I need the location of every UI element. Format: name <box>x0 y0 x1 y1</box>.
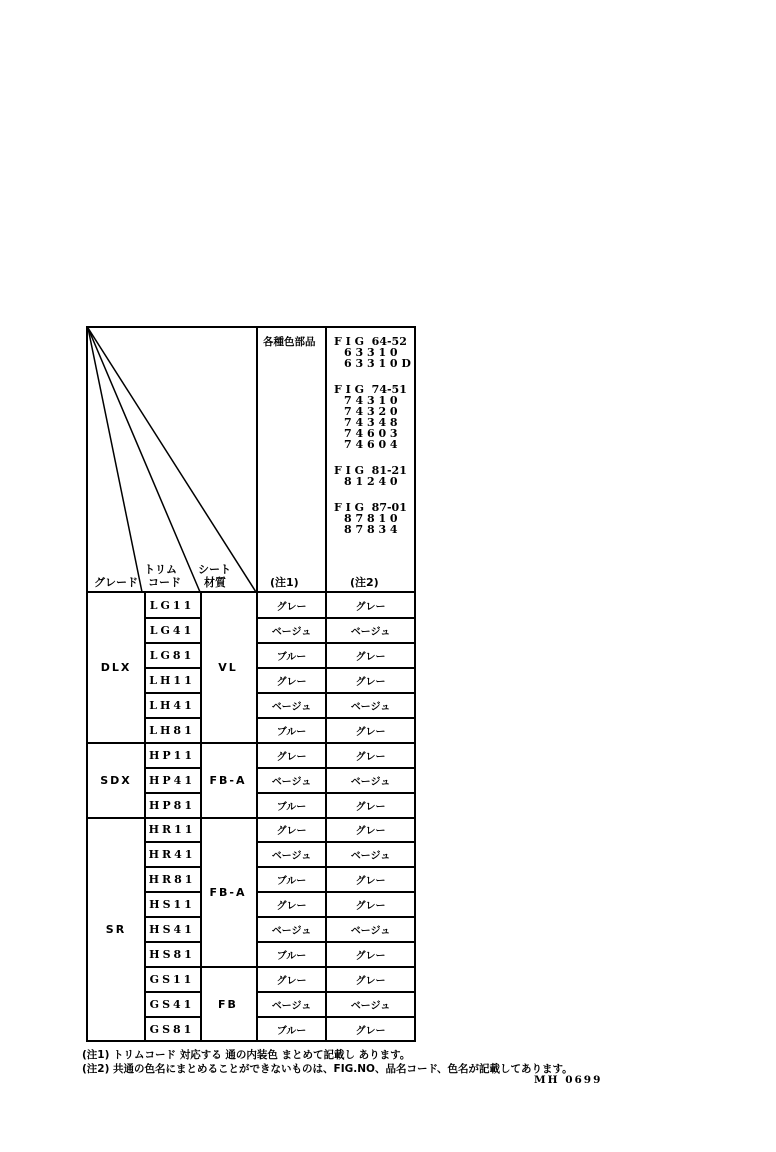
row-divider <box>144 667 200 669</box>
row-divider <box>256 1016 414 1018</box>
part-code: 7 4 6 0 3 <box>344 427 398 440</box>
color-note1-cell: グレー <box>276 751 307 763</box>
color-note2-cell: グレー <box>355 976 386 988</box>
seat-material-cell: FB-A <box>209 773 247 787</box>
seat-material-cell: FB <box>218 998 238 1012</box>
color-note1-cell: グレー <box>276 976 307 988</box>
color-note2-cell: ベージュ <box>350 626 391 638</box>
row-divider <box>144 941 200 943</box>
table-body <box>88 593 414 1042</box>
trim-code-cell: HR41 <box>148 848 196 862</box>
row-divider <box>144 916 200 918</box>
color-note1-cell: グレー <box>276 901 307 913</box>
part-code: 8 1 2 4 0 <box>344 475 398 488</box>
footnote-1: (注1) トリムコード 対応する 通の内装色 まとめて記載し あります。 <box>82 1049 411 1061</box>
row-divider <box>144 1016 200 1018</box>
header-trim-2: コード <box>148 576 181 589</box>
color-note1-cell: ブルー <box>276 651 307 663</box>
seat-divider <box>200 817 256 819</box>
row-divider <box>144 817 200 819</box>
part-code: 8 7 8 3 4 <box>344 523 398 536</box>
divider <box>200 593 202 1042</box>
color-note2-cell: グレー <box>355 826 386 838</box>
color-note2-cell: グレー <box>355 876 386 888</box>
color-note2-cell: グレー <box>355 801 386 813</box>
header-seat-1: シート <box>198 563 231 576</box>
color-note1-cell: ブルー <box>276 951 307 963</box>
color-note2-cell: グレー <box>355 1026 386 1038</box>
header-note1: (注1) <box>270 576 299 589</box>
trim-code-cell: HP11 <box>149 748 195 762</box>
row-divider <box>144 642 200 644</box>
seat-divider <box>200 742 256 744</box>
trim-color-table <box>86 326 416 1042</box>
trim-code-cell: GS41 <box>149 998 195 1012</box>
fig-number: F I G 87-01 <box>334 501 407 514</box>
trim-code-cell: LH81 <box>149 723 195 737</box>
color-note1-cell: ベージュ <box>271 851 312 863</box>
color-note2-cell: ベージュ <box>350 851 391 863</box>
color-note1-cell: グレー <box>276 676 307 688</box>
row-divider <box>256 916 414 918</box>
header-col4-title: 各種色部品 <box>263 336 316 348</box>
grade-cell: SR <box>105 923 127 937</box>
color-note2-cell: グレー <box>355 901 386 913</box>
trim-code-cell: GS11 <box>149 973 195 987</box>
row-divider <box>144 617 200 619</box>
fig-number: F I G 81-21 <box>334 464 407 477</box>
document-code: MH 0699 <box>534 1074 603 1086</box>
color-note2-cell: ベージュ <box>350 776 391 788</box>
color-note1-cell: グレー <box>276 601 307 613</box>
row-divider <box>144 866 200 868</box>
fig-number: F I G 74-51 <box>334 383 407 396</box>
color-note2-cell: グレー <box>355 751 386 763</box>
trim-code-cell: LG81 <box>149 648 195 662</box>
row-divider <box>144 767 200 769</box>
row-divider <box>256 966 414 968</box>
row-divider <box>256 792 414 794</box>
row-divider <box>144 991 200 993</box>
header-grade: グレード <box>94 576 138 589</box>
row-divider <box>256 866 414 868</box>
seat-material-cell: FB-A <box>209 885 247 899</box>
footnote-2: (注2) 共通の色名にまとめることができないものは、FIG.NO、品名コード、色名が記載してあります。 <box>82 1063 573 1075</box>
header-seat-2: 材質 <box>204 576 226 589</box>
trim-code-cell: HP81 <box>149 798 195 812</box>
color-note1-cell: ブルー <box>276 876 307 888</box>
trim-code-cell: LG41 <box>149 623 195 637</box>
color-note2-cell: ベージュ <box>350 1001 391 1013</box>
row-divider <box>256 692 414 694</box>
header-trim-1: トリム <box>144 563 177 576</box>
trim-code-cell: LG11 <box>149 598 195 612</box>
color-note2-cell: ベージュ <box>350 701 391 713</box>
color-note2-cell: ベージュ <box>350 926 391 938</box>
color-note2-cell: グレー <box>355 951 386 963</box>
color-note1-cell: ベージュ <box>271 701 312 713</box>
trim-code-cell: HS11 <box>149 898 195 912</box>
part-code: 7 4 3 1 0 <box>344 394 398 407</box>
fig-number: F I G 64-52 <box>334 335 407 348</box>
color-note1-cell: ベージュ <box>271 926 312 938</box>
color-note2-cell: グレー <box>355 676 386 688</box>
part-code: 8 7 8 1 0 <box>344 512 398 525</box>
trim-code-cell: HR81 <box>148 873 196 887</box>
row-divider <box>144 966 200 968</box>
part-code: 7 4 3 4 8 <box>344 416 398 429</box>
row-divider <box>144 692 200 694</box>
row-divider <box>256 642 414 644</box>
row-divider <box>256 941 414 943</box>
seat-material-cell: VL <box>218 661 238 675</box>
row-divider <box>256 742 414 744</box>
part-code: 7 4 3 2 0 <box>344 405 398 418</box>
grade-cell: DLX <box>100 661 132 675</box>
row-divider <box>144 717 200 719</box>
row-divider <box>256 767 414 769</box>
row-divider <box>256 891 414 893</box>
trim-code-cell: HP41 <box>149 773 195 787</box>
color-note1-cell: グレー <box>276 826 307 838</box>
row-divider <box>256 841 414 843</box>
row-divider <box>144 742 200 744</box>
color-note1-cell: ベージュ <box>271 776 312 788</box>
trim-code-cell: HS81 <box>149 948 195 962</box>
trim-code-cell: LH11 <box>149 673 195 687</box>
row-divider <box>256 617 414 619</box>
trim-code-cell: HR11 <box>148 823 196 837</box>
row-divider <box>256 667 414 669</box>
seat-divider <box>200 966 256 968</box>
color-note1-cell: ブルー <box>276 1026 307 1038</box>
grade-cell: SDX <box>100 773 132 787</box>
trim-code-cell: GS81 <box>149 1023 195 1037</box>
color-note1-cell: ブルー <box>276 801 307 813</box>
row-divider <box>144 891 200 893</box>
trim-code-cell: HS41 <box>149 923 195 937</box>
header-note2: (注2) <box>350 576 379 589</box>
row-divider <box>144 792 200 794</box>
color-note1-cell: ベージュ <box>271 626 312 638</box>
color-note2-cell: グレー <box>355 601 386 613</box>
color-note2-cell: グレー <box>355 726 386 738</box>
part-code: 6 3 3 1 0 <box>344 346 398 359</box>
row-divider <box>256 717 414 719</box>
row-divider <box>256 817 414 819</box>
part-code: 7 4 6 0 4 <box>344 438 398 451</box>
color-note2-cell: グレー <box>355 651 386 663</box>
row-divider <box>256 991 414 993</box>
trim-code-cell: LH41 <box>149 698 195 712</box>
row-divider <box>144 841 200 843</box>
color-note1-cell: ベージュ <box>271 1001 312 1013</box>
color-note1-cell: ブルー <box>276 726 307 738</box>
part-code: 6 3 3 1 0 D <box>344 357 411 370</box>
